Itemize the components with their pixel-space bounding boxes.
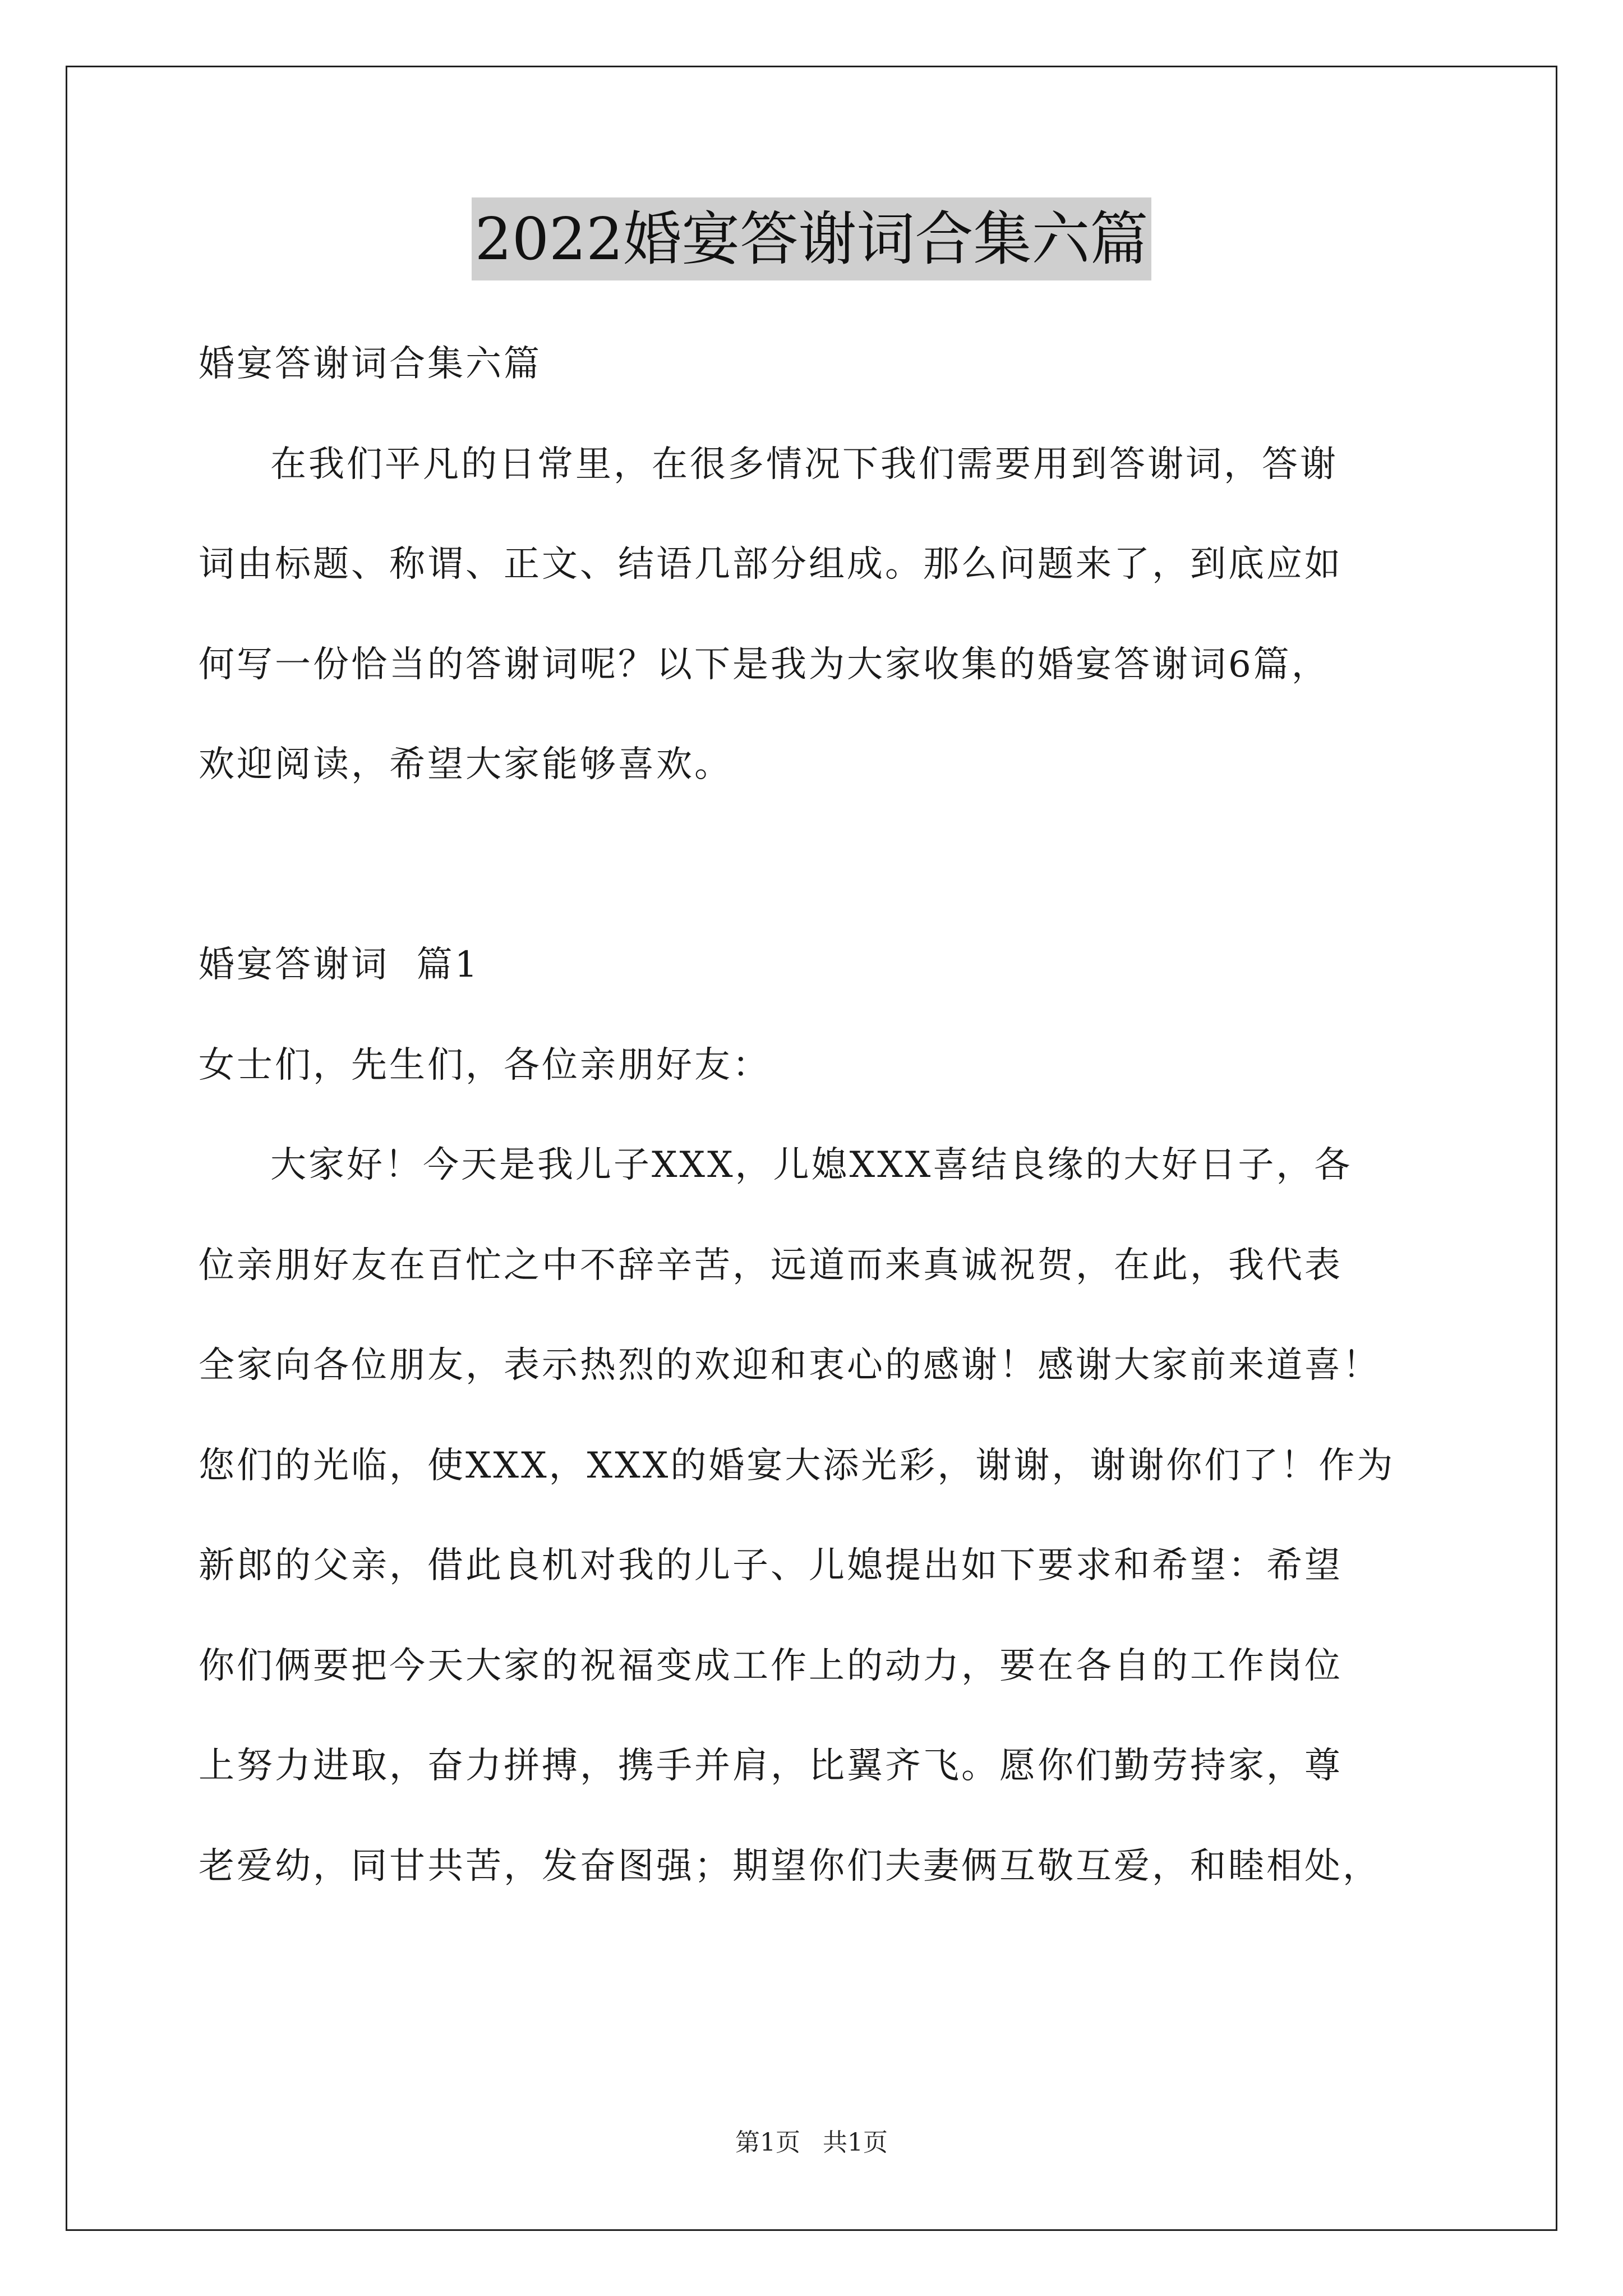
intro-line-3: 何写一份恰当的答谢词呢？以下是我为大家收集的婚宴答谢词6篇， [199,643,1330,685]
document-body [199,314,1421,1916]
section-heading: 婚宴答谢词 篇1 [199,944,480,986]
page-total: 共1页 [823,2128,888,2157]
body-line-8: 老爱幼，同甘共苦，发奋图强；期望你们夫妻俩互敬互爱，和睦相处， [199,1845,1381,1887]
intro-line-2: 词由标题、称谓、正文、结语几部分组成。那么问题来了，到底应如 [199,544,1343,585]
body-line-2: 位亲朋好友在百忙之中不辞辛苦，远道而来真诚祝贺，在此，我代表 [199,1244,1343,1286]
page-footer [0,2126,1623,2160]
body-line-6: 你们俩要把今天大家的祝福变成工作上的动力，要在各自的工作岗位 [199,1645,1343,1687]
body-line-1: 大家好！今天是我儿子XXX，儿媳XXX喜结良缘的大好日子，各 [270,1144,1353,1186]
page-number: 第1页 [735,2128,800,2157]
intro-line-4: 欢迎阅读，希望大家能够喜欢。 [199,744,732,785]
body-line-7: 上努力进取，奋力拼搏，携手并肩，比翼齐飞。愿你们勤劳持家，尊 [199,1745,1343,1787]
title-container [0,197,1623,280]
document-title: 2022婚宴答谢词合集六篇 [472,197,1152,280]
spacer [199,815,1421,915]
intro-line-1: 在我们平凡的日常里，在很多情况下我们需要用到答谢词，答谢 [270,443,1338,485]
body-line-3: 全家向各位朋友，表示热烈的欢迎和衷心的感谢！感谢大家前来道喜！ [199,1345,1381,1386]
body-line-5: 新郎的父亲，借此良机对我的儿子、儿媳提出如下要求和希望：希望 [199,1545,1343,1586]
body-line-4: 您们的光临，使XXX，XXX的婚宴大添光彩，谢谢，谢谢你们了！作为 [199,1444,1395,1487]
salutation: 女士们，先生们，各位亲朋好友： [199,1044,771,1086]
subtitle: 婚宴答谢词合集六篇 [199,343,542,385]
